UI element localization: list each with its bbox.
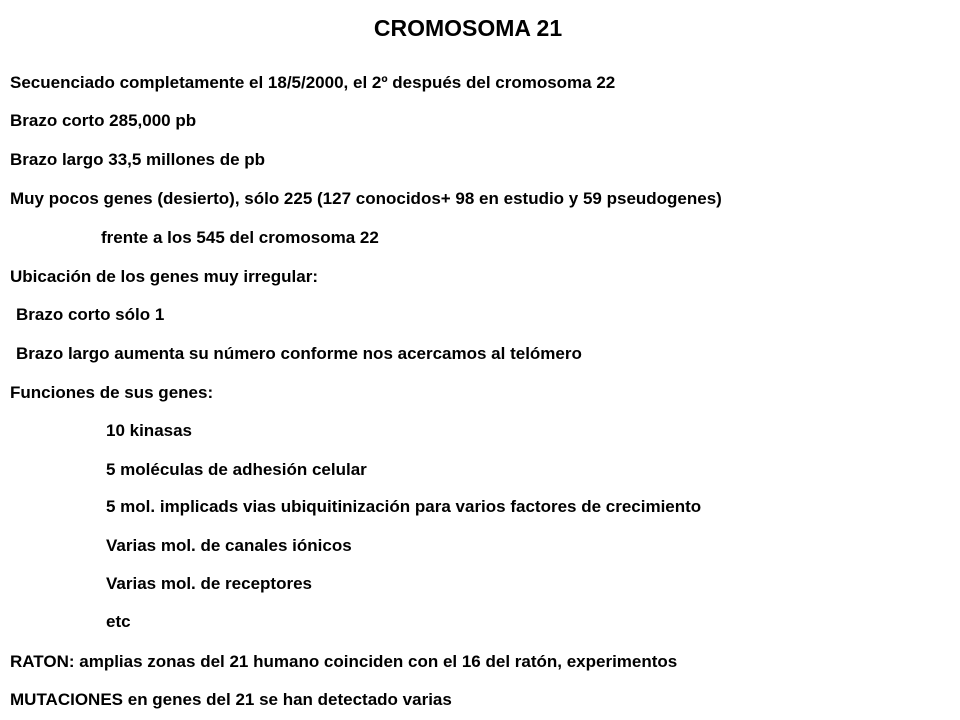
text-line-gene-functions: Funciones de sus genes:	[10, 383, 214, 402]
text-line-adhesion: 5 moléculas de adhesión celular	[106, 460, 367, 479]
text-line-long-arm: Brazo largo 33,5 millones de pb	[10, 150, 266, 169]
text-line-gene-location: Ubicación de los genes muy irregular:	[10, 267, 318, 286]
text-line-sequenced: Secuenciado completamente el 18/5/2000, el 2º después del cromosoma 22	[10, 73, 616, 92]
text-line-short-arm: Brazo corto 285,000 pb	[10, 111, 197, 130]
text-line-ion-channels: Varias mol. de canales iónicos	[106, 536, 352, 555]
text-line-mouse: RATON: amplias zonas del 21 humano coinciden con el 16 del ratón, experimentos	[10, 652, 678, 671]
text-line-compared-chr22: frente a los 545 del cromosoma 22	[101, 228, 379, 247]
text-line-ubiquitination: 5 mol. implicads vias ubiquitinización para varios factores de crecimiento	[106, 497, 702, 516]
text-line-etc: etc	[106, 612, 131, 631]
text-line-receptors: Varias mol. de receptores	[106, 574, 312, 593]
text-line-few-genes: Muy pocos genes (desierto), sólo 225 (127 conocidos+ 98 en estudio y 59 pseudogenes)	[10, 189, 722, 208]
text-line-mutations: MUTACIONES en genes del 21 se han detectado varias	[10, 690, 452, 709]
text-line-long-arm-increase: Brazo largo aumenta su número conforme nos acercamos al telómero	[16, 344, 582, 363]
text-line-kinases: 10 kinasas	[106, 421, 193, 440]
text-line-short-arm-one: Brazo corto sólo 1	[16, 305, 165, 324]
slide-title: CROMOSOMA 21	[373, 15, 563, 41]
